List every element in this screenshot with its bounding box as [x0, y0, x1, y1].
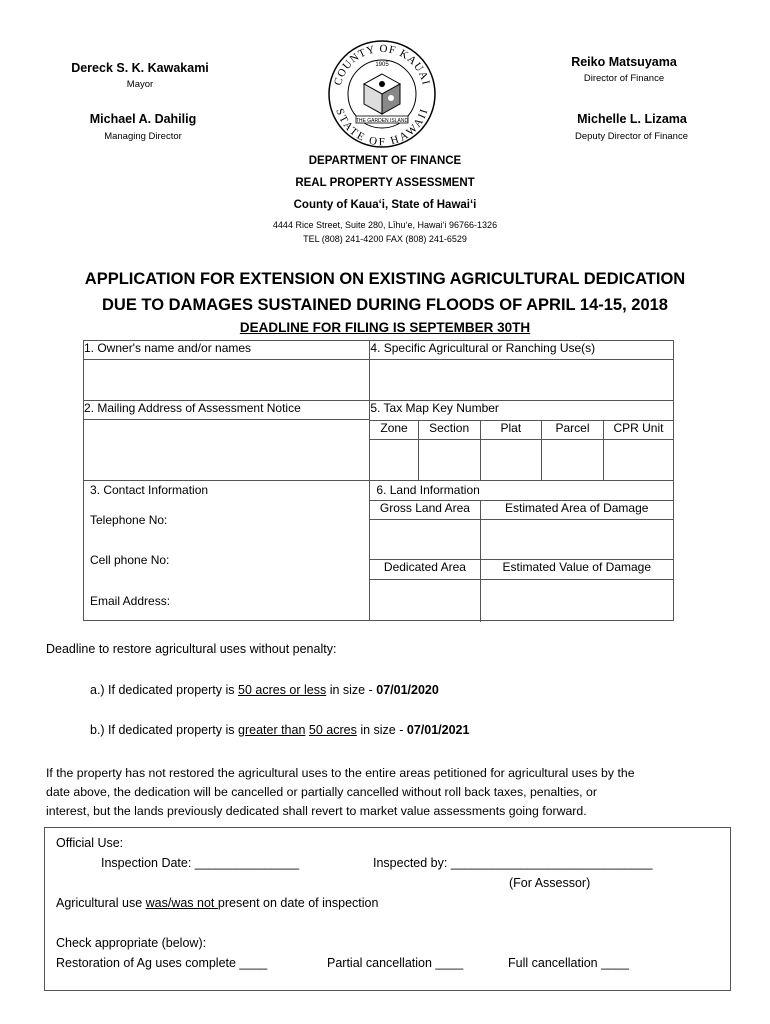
estimated-value-damage-header: Estimated Value of Damage — [480, 560, 673, 580]
land-information-cell — [370, 481, 674, 621]
restoration-complete-option[interactable]: Restoration of Ag uses complete ____ — [56, 956, 268, 970]
land-information-label: 6. Land Information — [376, 483, 480, 497]
seal-year: 1905 — [375, 62, 389, 68]
tmk-section-header: Section — [418, 420, 480, 439]
agricultural-use-field[interactable] — [370, 360, 674, 401]
dedicated-area-field[interactable] — [370, 580, 480, 622]
managing-director-title: Managing Director — [104, 131, 182, 142]
deputy-director-name: Michelle L. Lizama — [577, 112, 687, 126]
official-use-box — [44, 827, 731, 991]
estimated-value-damage-field[interactable] — [480, 580, 673, 622]
seal-top-text: COUNTY OF KAUAI — [331, 42, 433, 87]
tmk-parcel-header: Parcel — [542, 420, 604, 439]
deputy-director-title: Deputy Director of Finance — [575, 131, 688, 142]
tmk-plat-header: Plat — [480, 420, 542, 439]
division-name: REAL PROPERTY ASSESSMENT — [295, 177, 475, 189]
tax-map-key-label: 5. Tax Map Key Number — [370, 401, 674, 420]
telephone-label: Telephone No: — [90, 513, 168, 527]
tmk-cpr-unit-field[interactable] — [603, 439, 673, 480]
office-phones: TEL (808) 241-4200 FAX (808) 241-6529 — [303, 234, 467, 244]
agricultural-use-status: Agricultural use was/was not present on date of inspection — [56, 896, 379, 910]
for-assessor-note: (For Assessor) — [509, 876, 591, 890]
check-appropriate-label: Check appropriate (below): — [56, 936, 207, 950]
restore-deadline-intro: Deadline to restore agricultural uses without penalty: — [46, 642, 337, 656]
owner-name-field[interactable] — [84, 360, 370, 401]
cell-phone-label: Cell phone No: — [90, 553, 170, 567]
office-address: 4444 Rice Street, Suite 280, Līhuʻe, Hawaiʻi 96766-1326 — [272, 220, 498, 230]
county-state: County of Kauaʻi, State of Hawaiʻi — [293, 199, 477, 211]
contact-information-cell — [84, 481, 370, 621]
mayor-name: Dereck S. K. Kawakami — [71, 61, 209, 75]
form-title-line1: APPLICATION FOR EXTENSION ON EXISTING AGRICULTURAL DEDICATION — [84, 270, 686, 288]
tmk-cpr-unit-header: CPR Unit — [603, 420, 673, 439]
county-seal-logo — [326, 38, 438, 150]
gross-land-area-header: Gross Land Area — [370, 501, 480, 520]
mayor-title: Mayor — [126, 79, 154, 90]
tmk-parcel-field[interactable] — [542, 439, 604, 480]
tax-map-key-table — [370, 420, 673, 481]
estimated-area-damage-field[interactable] — [480, 520, 673, 560]
mailing-address-field[interactable] — [84, 420, 370, 481]
estimated-area-damage-header: Estimated Area of Damage — [480, 501, 673, 520]
tmk-plat-field[interactable] — [480, 439, 542, 480]
tmk-section-field[interactable] — [418, 439, 480, 480]
seal-bottom-text: STATE OF HAWAII — [333, 106, 431, 149]
tmk-zone-header: Zone — [370, 420, 418, 439]
dedicated-area-header: Dedicated Area — [370, 560, 480, 580]
mailing-address-label: 2. Mailing Address of Assessment Notice — [84, 401, 370, 420]
tmk-zone-field[interactable] — [370, 439, 418, 480]
form-title-line2: DUE TO DAMAGES SUSTAINED DURING FLOODS OF APRIL 14-15, 2018 — [102, 296, 668, 314]
department-name: DEPARTMENT OF FINANCE — [308, 155, 462, 167]
land-information-table — [370, 500, 673, 622]
agricultural-use-label: 4. Specific Agricultural or Ranching Use(s) — [370, 341, 674, 360]
email-label: Email Address: — [90, 594, 171, 608]
deadline-option-a: a.) If dedicated property is 50 acres or less in size - 07/01/2020 — [90, 683, 439, 697]
cancellation-notice: If the property has not restored the agricultural uses to the entire areas petitioned for agricultural uses by the date above, the dedication will be cancelled or partially cancelled without roll back taxes, penalties, or interest, but the lands previously dedicated shall revert to market value assessments going forward. — [46, 766, 635, 818]
official-use-label: Official Use: — [56, 836, 124, 850]
contact-information-label: 3. Contact Information — [90, 483, 209, 497]
gross-land-area-field[interactable] — [370, 520, 480, 560]
application-form-table — [83, 340, 674, 621]
managing-director-name: Michael A. Dahilig — [89, 112, 197, 126]
finance-director-title: Director of Finance — [583, 73, 665, 84]
finance-director-name: Reiko Matsuyama — [571, 55, 677, 69]
inspected-by-field[interactable]: Inspected by: _____________________________ — [373, 856, 653, 870]
was-was-not-choice[interactable]: was/was not — [145, 896, 218, 910]
partial-cancellation-option[interactable]: Partial cancellation ____ — [327, 956, 464, 970]
inspection-date-field[interactable]: Inspection Date: _______________ — [101, 856, 300, 870]
owner-name-label: 1. Owner's name and/or names — [84, 341, 370, 360]
deadline-option-b: b.) If dedicated property is greater than 50 acres in size - 07/01/2021 — [90, 723, 470, 737]
filing-deadline: DEADLINE FOR FILING IS SEPTEMBER 30TH — [239, 320, 531, 335]
full-cancellation-option[interactable]: Full cancellation ____ — [508, 956, 629, 970]
seal-motto: THE GARDEN ISLAND — [355, 118, 409, 124]
